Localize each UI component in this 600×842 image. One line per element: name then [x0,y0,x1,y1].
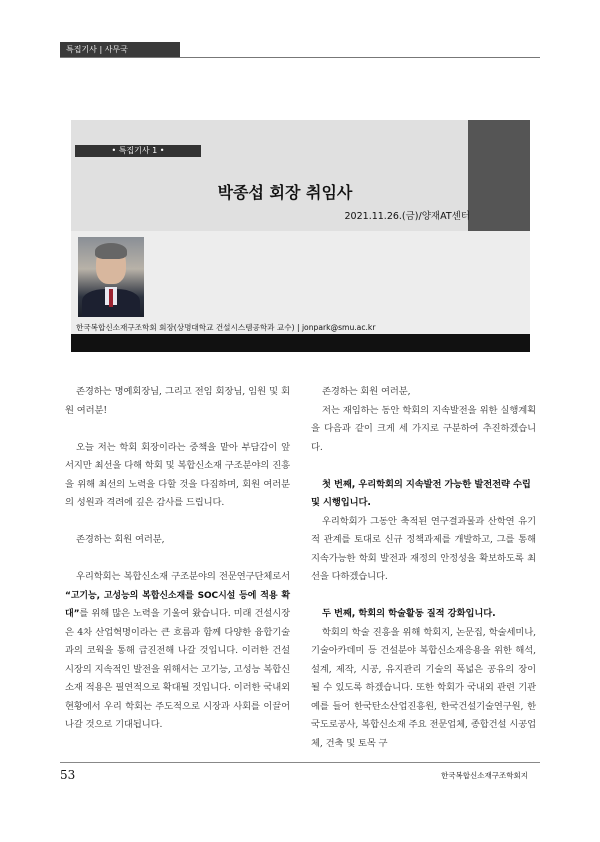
paragraph: 우리학회는 복합신소재 구조분야의 전문연구단체로서 “고기능, 고성능의 복합신소재를 SOC시설 등에 적용 확대”를 위해 많은 노력을 기울여 왔습니다. 미래 건설시장은 4차 산업혁명이라는 큰 흐름과 함께 다양한 융합기술과의 코웍을 통해 급진전해 나갈 것입니다. 이러한 건설시장의 지속적인 발전을 위해서는 고기능, 고성능 복합신소재 적용은 필연적으로 확대될 것입니다. 이러한 국내외 현황에서 우리 학회는 주도적으로 시장과 사회를 이끌어 나갈 것으로 기대됩니다. [65,571,290,730]
paragraph: 존경하는 회원 여러분, [322,386,411,397]
event-date: 2021.11.26.(금)/양재AT센터 [344,211,470,222]
journal-name: 한국복합신소재구조학회지 [441,771,528,780]
left-column [65,383,290,735]
author-photo [78,237,144,317]
section-tab: 특집기사 | 사무국 [60,42,180,57]
paragraph: 저는 재임하는 동안 학회의 지속발전을 위한 실행계획을 다음과 같이 크게 세 가지로 구분하여 추진하겠습니다. [311,404,536,453]
paragraph: 오늘 저는 학회 회장이라는 중책을 맡아 부담감이 앞서지만 최선을 다해 학회 및 복합신소재 구조분야의 진흥을 위해 최선의 노력을 다할 것을 다짐하며, 회원 여러분의 성원과 격려에 깊은 감사를 드립니다. [65,441,290,508]
paragraph: 존경하는 명예회장님, 그리고 전임 회장님, 임원 및 회원 여러분! [65,386,290,416]
emphasis-text: “고기능, 고성능의 복합신소재를 SOC시설 등에 적용 확대” [65,590,290,619]
footer-rule [60,762,540,763]
author-caption: 한국복합신소재구조학회 회장(상명대학교 건설시스템공학과 교수) | jonpark@smu.ac.kr [71,322,530,334]
page-number: 53 [60,768,76,782]
header-rule [60,57,540,58]
panel-bottom-bar [71,334,530,352]
section-heading: 두 번째, 학회의 학술활동 질적 강화입니다. [322,608,496,619]
right-column [311,383,536,753]
paragraph: 학회의 학술 진흥을 위해 학회지, 논문집, 학술세미나, 기술아카데미 등 건설분야 복합신소재응용을 위한 해석, 설계, 제작, 시공, 유지관리 기술의 폭넓은 공유의 장이 될 수 있도록 하겠습니다. 또한 학회가 국내외 관련 기관 예를 들어 한국탄소산업진흥원, 한국건설기술연구원, 한국도로공사, 복합신소재 주요 전문업체, 종합건설 시공업체, 건축 및 토목 구 [311,626,536,749]
title-panel-accent [468,120,530,231]
paragraph: 우리학회가 그동안 축적된 연구결과물과 산학연 유기적 관계를 토대로 신규 정책과제를 개발하고, 그를 통해 지속가능한 학회 발전과 재정의 안정성을 확보하도록 최선을 다하겠습니다. [311,515,536,582]
paragraph: 존경하는 회원 여러분, [76,534,165,545]
article-title: 박종섭 회장 취임사 [217,183,353,202]
feature-label: • 특집기사 1 • [75,145,201,157]
section-heading: 첫 번째, 우리학회의 지속발전 가능한 발전전략 수립 및 시행입니다. [311,478,531,508]
